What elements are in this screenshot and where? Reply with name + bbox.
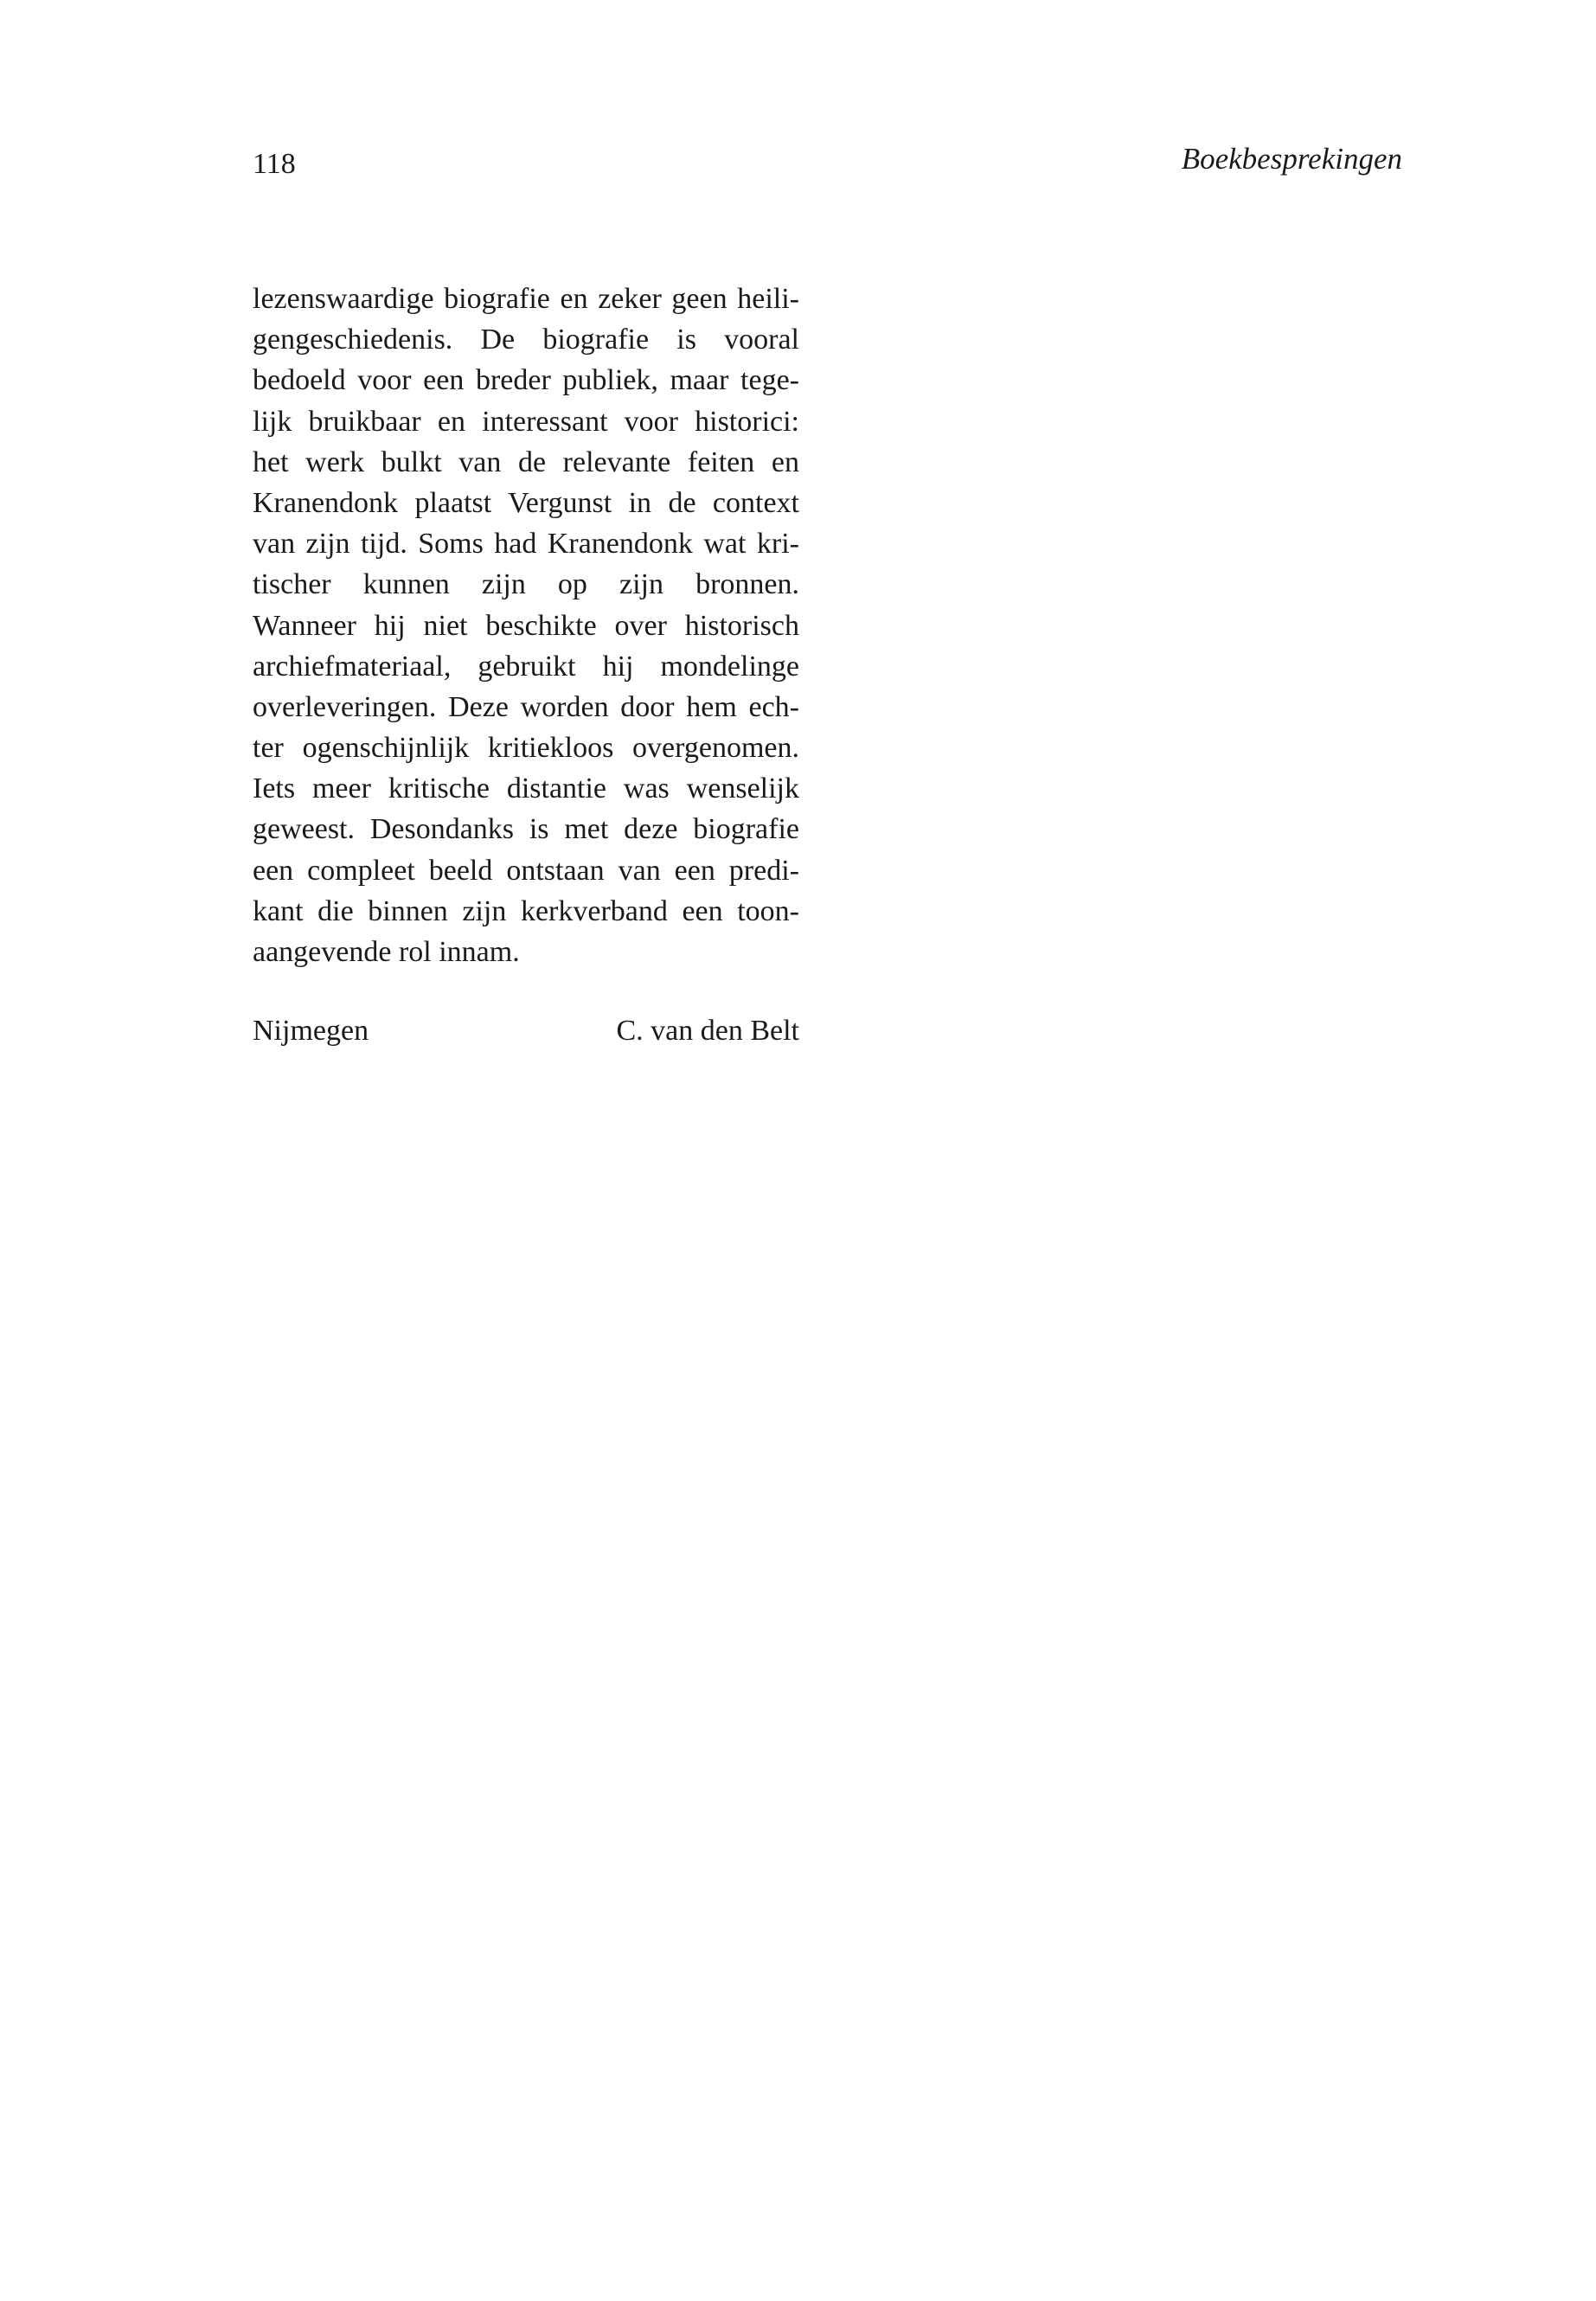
signature-place: Nijmegen (253, 1015, 369, 1047)
text-line: kant die binnen zijn kerkverband een toon- (253, 894, 799, 927)
text-line: Kranendonk plaatst Vergunst in de context (253, 486, 799, 519)
text-line: ter ogenschijnlijk kritiekloos overgenomen. (253, 732, 799, 765)
text-line: Wanneer hij niet beschikte over historisch (253, 609, 799, 642)
review-paragraph (253, 279, 799, 972)
text-line: een compleet beeld ontstaan van een predi- (253, 854, 799, 887)
text-line: geweest. Desondanks is met deze biografie (253, 813, 799, 846)
text-line: lezenswaardige biografie en zeker geen heili- (253, 283, 799, 315)
text-line: van zijn tijd. Soms had Kranendonk wat kri- (253, 528, 799, 561)
text-line: Iets meer kritische distantie was wenselijk (253, 772, 799, 805)
text-line: lijk bruikbaar en interessant voor historici: (253, 405, 799, 438)
page-number: 118 (253, 148, 296, 180)
signature-row (253, 1010, 799, 1051)
signature-author: C. van den Belt (616, 1015, 799, 1047)
text-line: het werk bulkt van de relevante feiten en (253, 445, 799, 478)
text-line: aangevende rol innam. (253, 936, 520, 968)
running-head: Boekbesprekingen (1181, 142, 1402, 176)
text-line: overleveringen. Deze worden door hem ech- (253, 690, 799, 723)
text-line: archiefmateriaal, gebruikt hij mondelinge (253, 650, 799, 683)
text-line: tischer kunnen zijn op zijn bronnen. (253, 568, 799, 601)
text-line: bedoeld voor een breder publiek, maar tege- (253, 364, 799, 397)
text-line: gengeschiedenis. De biografie is vooral (253, 324, 799, 356)
